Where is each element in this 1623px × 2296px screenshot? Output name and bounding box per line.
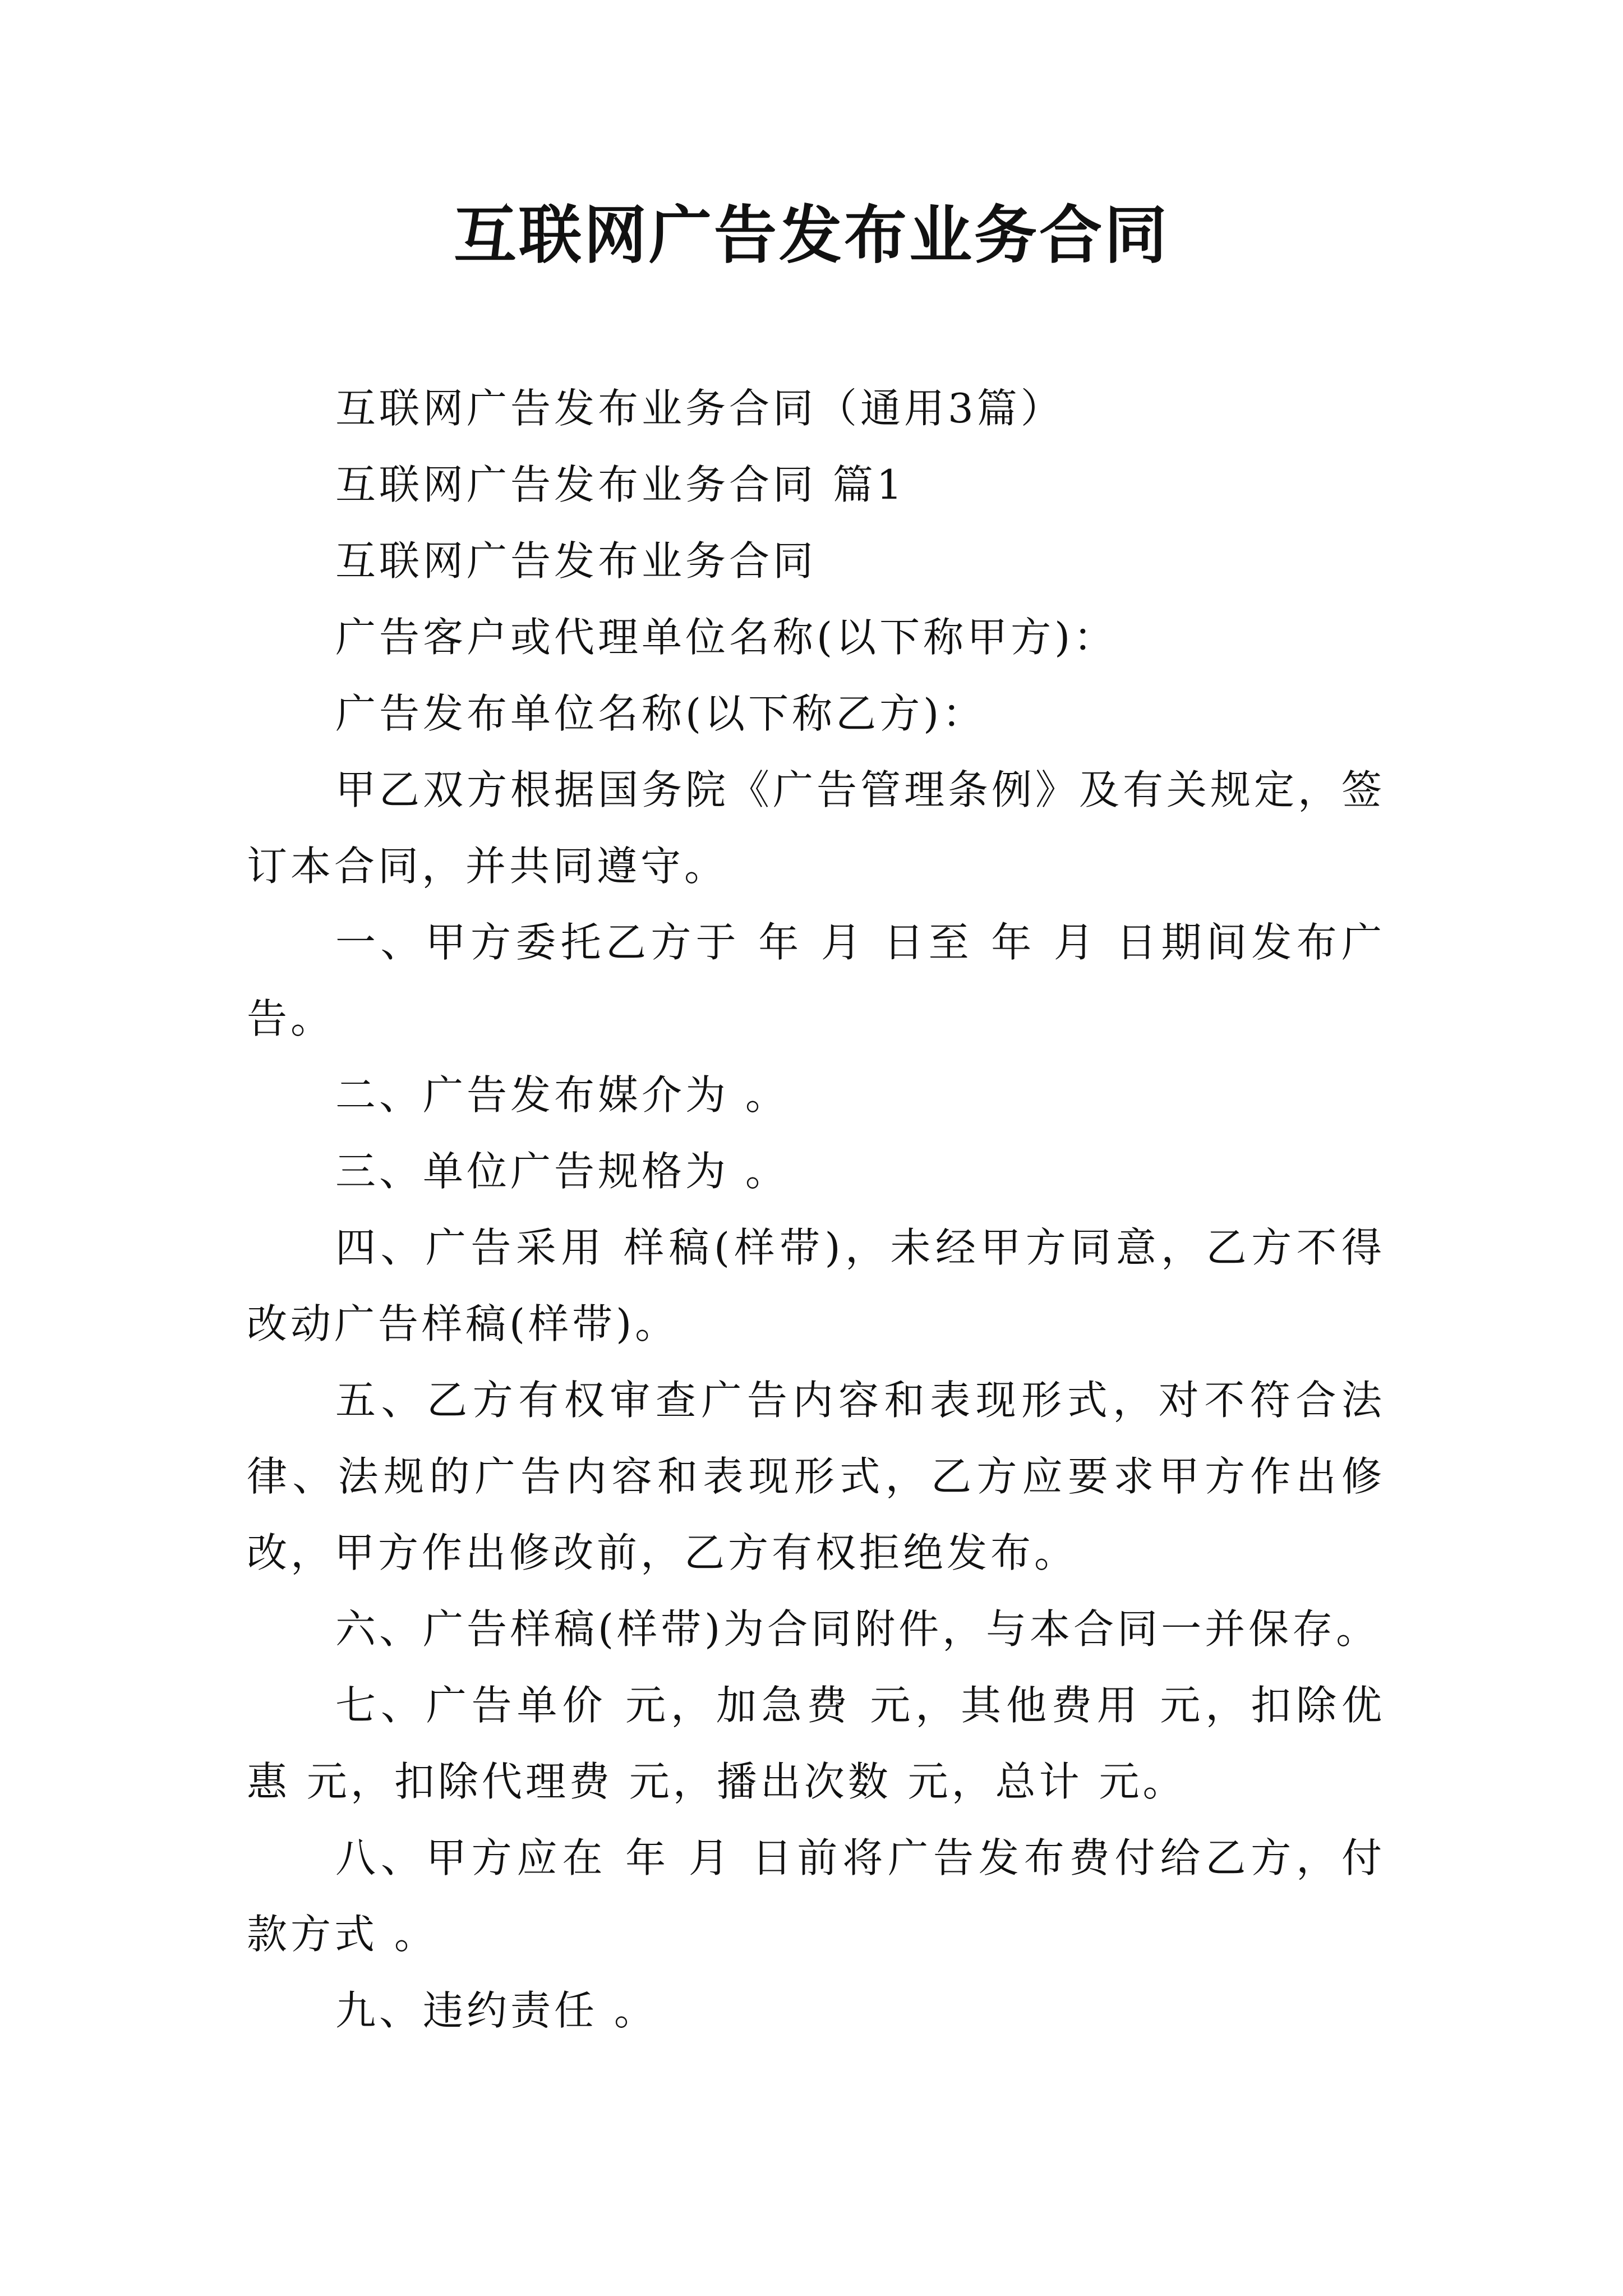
- clause-4: 四、广告采用 样稿(样带)，未经甲方同意，乙方不得改动广告样稿(样带)。: [247, 1224, 1385, 1347]
- paragraph-preamble: 甲乙双方根据国务院《广告管理条例》及有关规定，签订本合同，并共同遵守。: [247, 766, 1386, 890]
- clause-7: 七、广告单价 元，加急费 元，其他费用 元，扣除优惠 元，扣除代理费 元，播出次数 元，总计 元。: [247, 1682, 1385, 1805]
- paragraph-subtitle: 互联网广告发布业务合同（通用3篇）: [335, 385, 1064, 432]
- clause-1: 一、甲方委托乙方于 年 月 日至 年 月 日期间发布广告。: [247, 919, 1385, 1042]
- document-title: 互联网广告发布业务合同: [454, 199, 1169, 272]
- clause-8: 八、甲方应在 年 月 日前将广告发布费付给乙方，付款方式 。: [247, 1834, 1385, 1958]
- paragraph-party-b: 广告发布单位名称(以下称乙方)：: [335, 690, 986, 737]
- clause-9: 九、违约责任 。: [335, 1987, 658, 2034]
- paragraph-part-heading: 互联网广告发布业务合同 篇1: [335, 461, 906, 508]
- clause-3: 三、单位广告规格为 。: [335, 1148, 789, 1195]
- clause-6: 六、广告样稿(样带)为合同附件，与本合同一并保存。: [335, 1605, 1380, 1653]
- clause-5: 五、乙方有权审查广告内容和表现形式，对不符合法律、法规的广告内容和表现形式，乙方应要求甲方作出修改，甲方作出修改前，乙方有权拒绝发布。: [247, 1377, 1385, 1576]
- document-body: [247, 370, 1385, 2049]
- clause-2: 二、广告发布媒介为 。: [335, 1071, 789, 1119]
- paragraph-contract-name: 互联网广告发布业务合同: [335, 537, 817, 585]
- paragraph-party-a: 广告客户或代理单位名称(以下称甲方)：: [335, 614, 1118, 661]
